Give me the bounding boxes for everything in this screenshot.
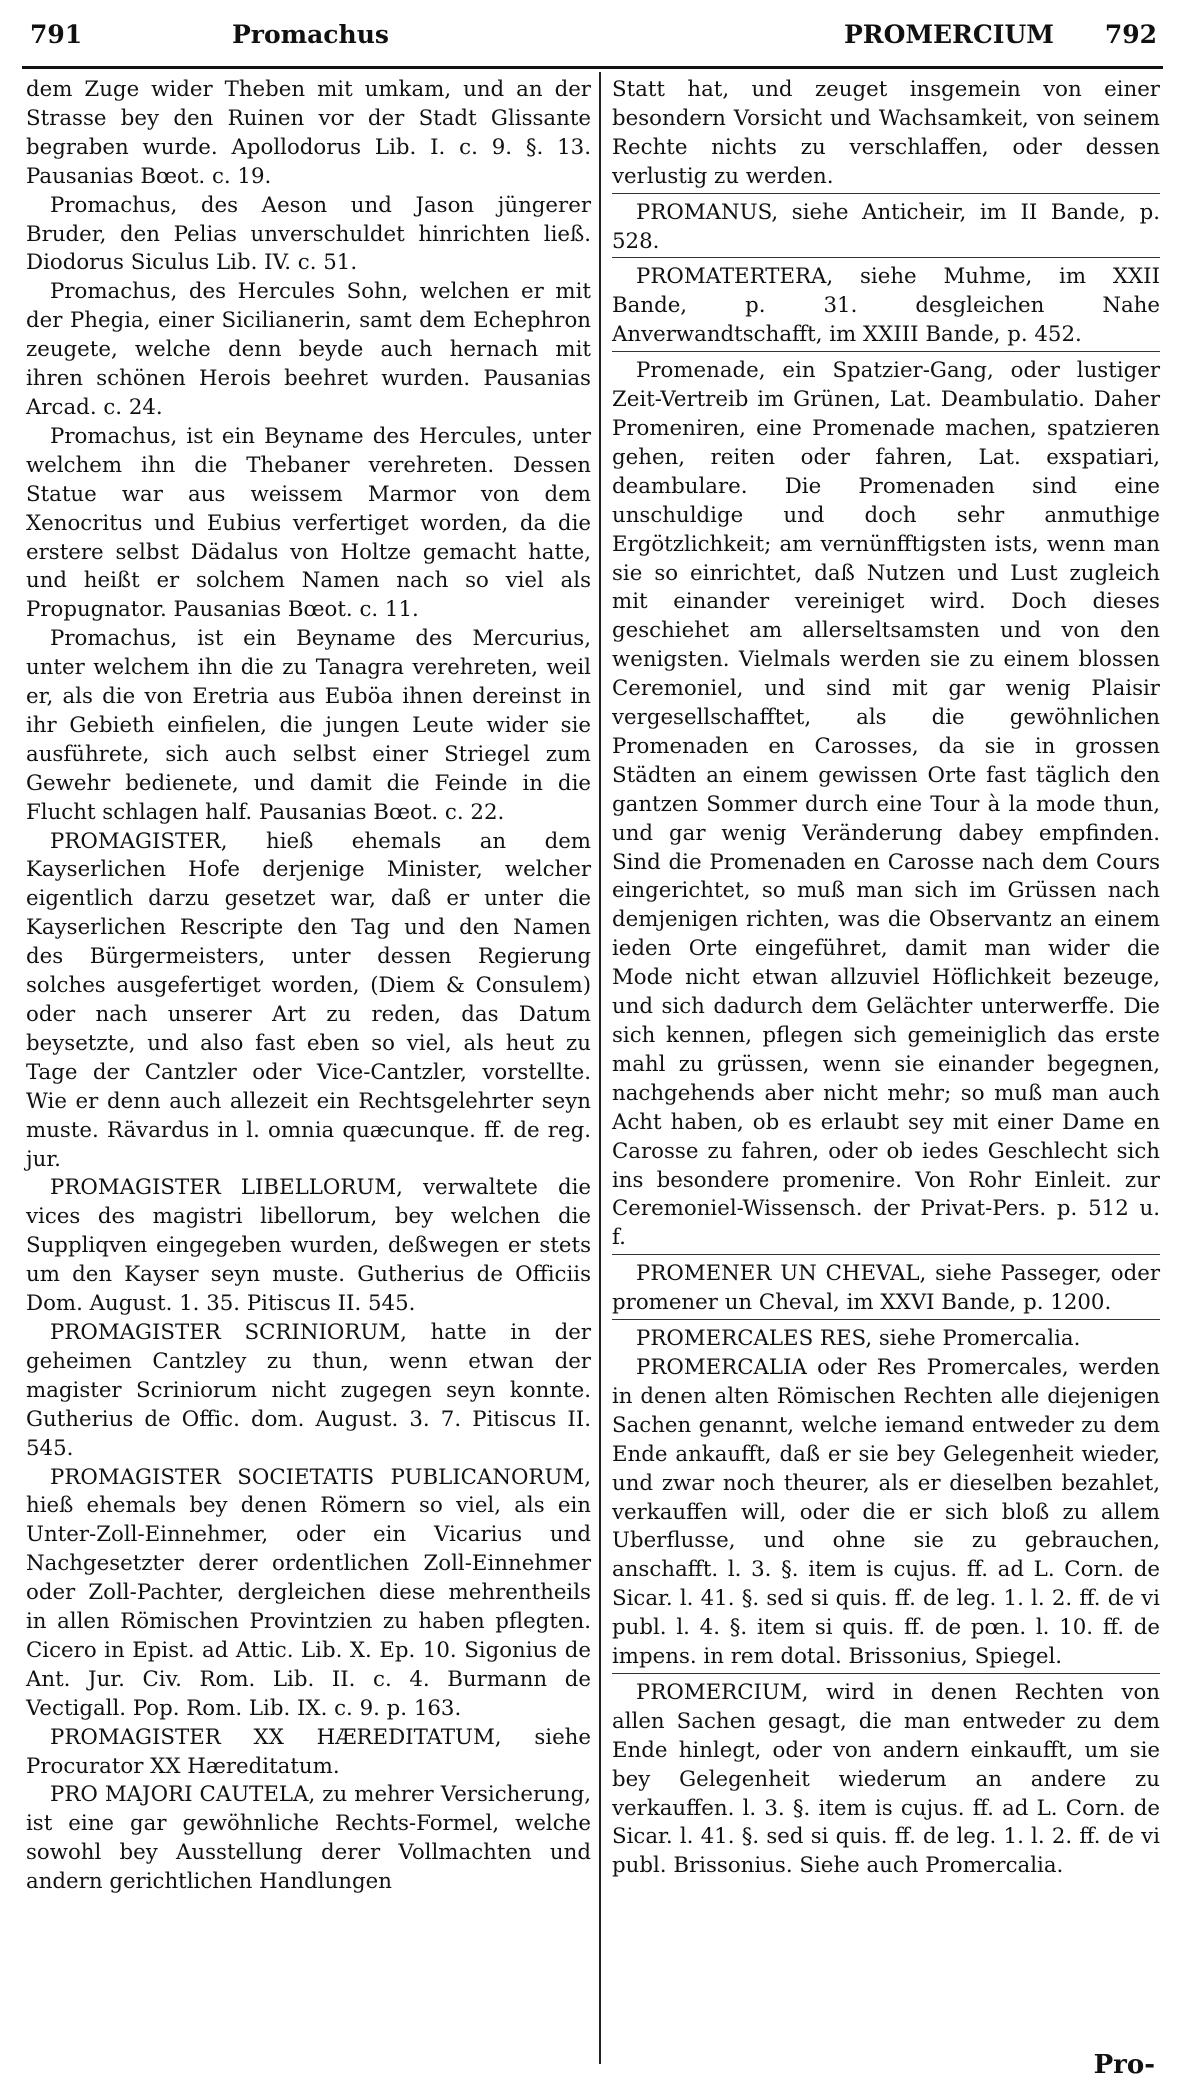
entry-text: Promenade, ein Spatzier-Gang, oder lustiger Zeit-Vertreib im Grünen, Lat. Deambulatio. Daher Promeniren, eine Promenade machen, spatzieren gehen, reiten oder fahren, Lat. exspatiari, deambulare. Die Promenaden sind eine unschuldige und doch sehr anmuthige Ergötzlichkeit; am vernünfftigsten ists, wenn man sie so einrichtet, daß Nutzen und Lust zugleich mit einander vereiniget wird. Doch dieses geschiehet am allerseltsamsten und von den wenigsten. Vielmals werden sie zu einem blossen Ceremoniel, und sind mit gar wenig Plaisir vergesellschafftet, als die gewöhnlichen Promenaden en Carosses, da sie in grossen Städten an einem gewissen Orte fast täglich den gantzen Sommer durch eine Tour à la mode thun, und gar wenig Veränderung dabey empfinden. Sind die Promenaden en Carosse nach dem Cours eingerichtet, so muß man sich im Grüssen nach demjenigen richten, was die Observantz an einem ieden Orte eingeführet, damit man wider die Mode nicht etwan allzuviel Höflichkeit bezeuge, und sich dadurch dem Gelächter unterwerffe. Die sich kennen, pflegen sich gemeiniglich das erste mahl zu grüssen, wenn sie einander begegnen, nachgehends aber nicht mehr; so muß man auch Acht haben, ob es erlaubt sey mit einer Dame en Carosse zu fahren, oder ob iedes Geschlecht sich ins besondere promenire. Von Rohr Einleit. zur Ceremoniel-Wissensch. der Privat-Pers. p. 512 u. f. (612, 358, 1160, 1251)
entry-text: PROMATERTERA, siehe Muhme, im XXII Bande, p. 31. desgleichen Nahe Anverwandtschafft, im XXIII Bande, p. 452. (612, 264, 1160, 348)
entry-text: PROMERCALIA oder Res Promercales, werden in denen alten Römischen Rechten alle diejenigen Sachen genannt, welche iemand entweder zu dem Ende ankaufft, daß er sie bey Gelegenheit wieder, und zwar noch theurer, als er dieselben bezahlet, verkauffen will, oder die er sich bloß zu allem Uberflusse, und ohne sie zu gebrauchen, anschafft. l. 3. §. item is cujus. ff. ad L. Corn. de Sicar. l. 41. §. sed si quis. ff. de leg. 1. l. 2. ff. de vi publ. l. 4. §. item si quis. ff. de pœn. l. 10. ff. de impens. in rem dotal. Brissonius, Spiegel. (612, 1354, 1160, 1670)
column-divider (599, 72, 601, 2064)
entry-separator (612, 1254, 1160, 1258)
entry-text: Promachus, des Hercules Sohn, welchen er mit der Phegia, einer Sicilianerin, samt dem Echephron zeugete, welche denn beyde auch hernach mit ihren schönen Herois beehret wurden. Pausanias Arcad. c. 24. (26, 279, 591, 420)
entry-text: Promachus, ist ein Beyname des Hercules, unter welchem ihn die Thebaner verehreten. Dessen Statue war aus weissem Marmor von dem Xenocritus und Eubius verfertiget worden, da die erstere selbst Dädalus von Holtze gemacht hatte, und heißt er solchem Namen nach so viel als Propugnator. Pausanias Bœot. c. 11. (26, 423, 591, 623)
entry-separator (612, 1319, 1160, 1323)
entry-text: PROMAGISTER XX HÆREDITATUM, siehe Procurator XX Hæreditatum. (26, 1724, 591, 1779)
page-number-right: 792 (1104, 20, 1157, 49)
entry-separator (612, 257, 1160, 261)
running-header (22, 12, 1163, 69)
entry-text: PROMAGISTER, hieß ehemals an dem Kayserlichen Hofe derjenige Minister, welcher eigentlich darzu gesetzet war, daß er unter die Kayserlichen Rescripte den Tag und den Namen des Bürgermeisters, unter dessen Regierung solches ausgefertiget worden, (Diem & Consulem) oder nach unserer Art zu reden, das Datum beysetzte, und also fast eben so viel, als heut zu Tage der Cantzler oder Vice-Cantzler, vorstellte. Wie er denn auch allezeit ein Rechtsgelehrter seyn muste. Rävardus in l. omnia quæcunque. ff. de reg. jur. (26, 828, 591, 1172)
entry-text: PROMENER UN CHEVAL, siehe Passeger, oder promener un Cheval, im XXVI Bande, p. 1200. (612, 1261, 1160, 1316)
entry-separator (612, 351, 1160, 355)
entry-text: Statt hat, und zeuget insgemein von einer besondern Vorsicht und Wachsamkeit, von seinem Rechte nichts zu verschlaffen, oder dessen verlustig zu werden. (612, 77, 1160, 189)
entry-text: PROMERCIUM, wird in denen Rechten von allen Sachen gesagt, die man entweder zu dem Ende hinlegt, oder von andern einkaufft, um sie bey Gelegenheit wiederum an andere zu verkauffen. l. 3. §. item is cujus. ff. ad L. Corn. de Sicar. l. 41. §. sed si quis. ff. de leg. 1. l. 2. ff. de vi publ. Brissonius. Siehe auch Promercalia. (612, 1679, 1160, 1879)
entry-text: Promachus, des Aeson und Jason jüngerer Bruder, den Pelias unverschuldet hinrichten ließ. Diodorus Siculus Lib. IV. c. 51. (26, 192, 591, 276)
running-headword-right: PROMERCIUM (844, 20, 1054, 49)
entry-text: PROMAGISTER SOCIETATIS PUBLICANORUM, hieß ehemals bey denen Römern so viel, als ein Unter-Zoll-Einnehmer, oder ein Vicarius und Nachgesetzter derer ordentlichen Zoll-Einnehmer oder Zoll-Pachter, dergleichen diese mehrentheils in allen Römischen Provintzien zu haben pflegten. Cicero in Epist. ad Attic. Lib. X. Ep. 10. Sigonius de Ant. Jur. Civ. Rom. Lib. II. c. 4. Burmann de Vectigall. Pop. Rom. Lib. IX. c. 9. p. 163. (26, 1464, 591, 1721)
entry-text: PROMANUS, siehe Anticheir, im II Bande, p. 528. (612, 199, 1160, 254)
page-number-left: 791 (30, 20, 83, 49)
entry-separator (612, 1673, 1160, 1677)
catchword: Pro- (1093, 2050, 1155, 2080)
entry-text: dem Zuge wider Theben mit umkam, und an der Strasse bey den Ruinen vor der Stadt Glissante begraben wurde. Apollodorus Lib. I. c. 9. §. 13. Pausanias Bœot. c. 19. (26, 77, 591, 189)
entry-text: PROMAGISTER SCRINIORUM, hatte in der geheimen Cantzley zu thun, wenn etwan der magister Scriniorum nicht zugegen seyn konnte. Gutherius de Offic. dom. August. 3. 7. Pitiscus II. 545. (26, 1319, 591, 1461)
right-column (612, 76, 1160, 1881)
entry-separator (612, 193, 1160, 197)
entry-text: Promachus, ist ein Beyname des Mercurius, unter welchem ihn die zu Tanagra verehreten, weil er, als die von Eretria aus Euböa ihnen dereinst in ihr Gebieth einfielen, die jungen Leute wider sie ausführete, sich auch selbst einer Striegel zum Gewehr bedienete, und damit die Feinde in die Flucht schlagen half. Pausanias Bœot. c. 22. (26, 626, 591, 825)
entry-text: PRO MAJORI CAUTELA, zu mehrer Versicherung, ist eine gar gewöhnliche Rechts-Formel, welche sowohl bey Ausstellung derer Vollmachten und andern gerichtlichen Handlungen (26, 1782, 591, 1895)
entry-text: PROMAGISTER LIBELLORUM, verwaltete die vices des magistri libellorum, bey welchen die Suppliqven eingegeben wurden, deßwegen er stets um den Kayser seyn muste. Gutherius de Officiis Dom. August. 1. 35. Pitiscus II. 545. (26, 1175, 591, 1317)
running-headword-left: Promachus (232, 20, 389, 49)
entry-text: PROMERCALES RES, siehe Promercalia. (636, 1326, 1081, 1352)
left-column (26, 76, 591, 1897)
